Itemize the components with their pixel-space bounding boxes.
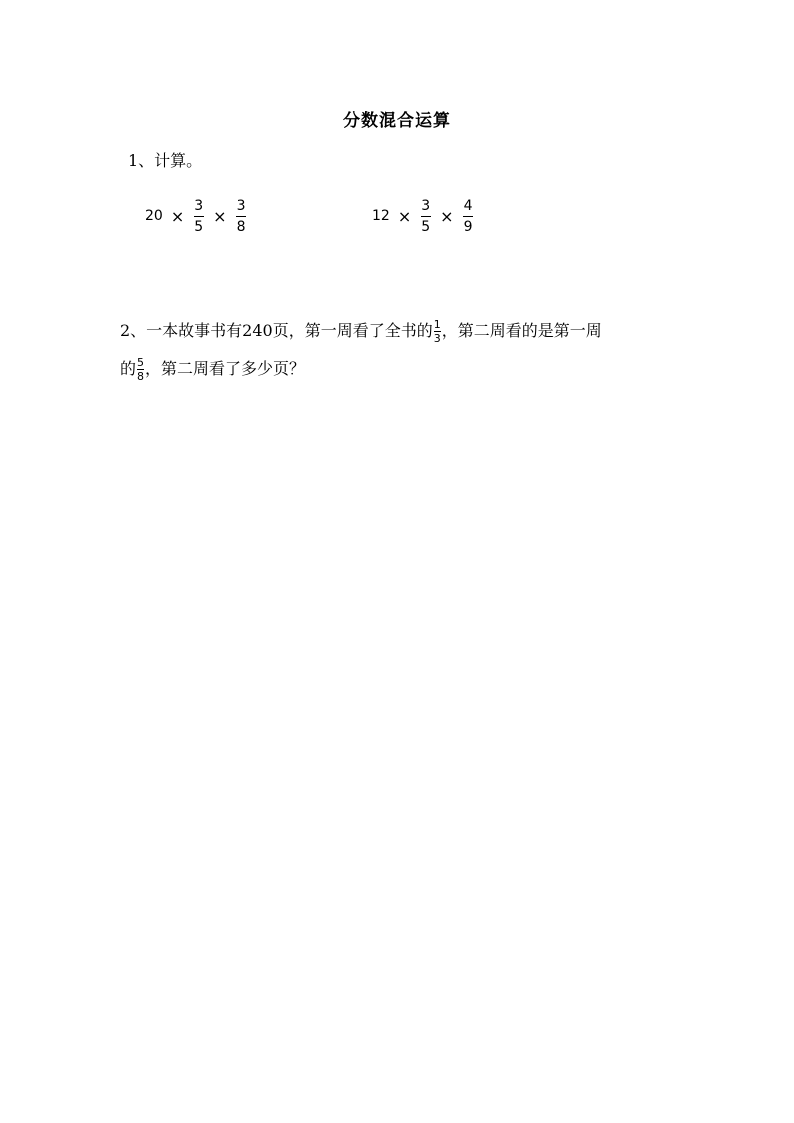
fraction-bar (421, 216, 431, 217)
fraction-denominator: 3 (433, 331, 441, 345)
fraction-denominator: 9 (463, 218, 473, 235)
expression-2 (372, 196, 474, 236)
question-2-text: 2、一本故事书有240页，第一周看了全书的 (120, 321, 433, 340)
fraction-numerator: 1 (433, 317, 441, 331)
fraction-numerator: 3 (421, 197, 431, 214)
question-2-text: ，第二周看的是第一周 (441, 321, 602, 340)
times-sign: × (397, 206, 412, 226)
inline-fraction (137, 357, 144, 382)
times-sign: × (440, 206, 454, 226)
fraction-denominator: 5 (194, 218, 204, 235)
fraction-denominator: 5 (421, 218, 431, 235)
fraction (192, 198, 205, 235)
fraction-numerator: 3 (236, 197, 246, 214)
question-2-line-2 (120, 350, 700, 388)
times-sign: × (170, 206, 185, 226)
expression-1 (145, 196, 247, 236)
fraction-numerator: 4 (463, 197, 473, 214)
fraction-numerator: 5 (137, 355, 145, 369)
times-sign: × (213, 206, 227, 226)
inline-fraction (434, 319, 441, 344)
fraction (462, 198, 475, 235)
fraction-bar (463, 216, 473, 217)
fraction-bar (194, 216, 204, 217)
fraction-denominator: 8 (137, 369, 145, 383)
expression-2-whole: 12 (372, 208, 390, 224)
question-1-heading: 1、计算。 (128, 151, 203, 170)
fraction-bar (236, 216, 246, 217)
question-2-line-1 (120, 312, 700, 350)
fraction (235, 198, 248, 235)
page-title: 分数混合运算 (343, 111, 451, 131)
question-2 (120, 312, 700, 388)
fraction-denominator: 8 (236, 218, 246, 235)
fraction-numerator: 3 (194, 197, 204, 214)
question-2-text: ，第二周看了多少页？ (145, 359, 306, 378)
expression-1-whole: 20 (145, 208, 163, 224)
question-2-text: 的 (120, 359, 137, 378)
fraction (419, 198, 432, 235)
